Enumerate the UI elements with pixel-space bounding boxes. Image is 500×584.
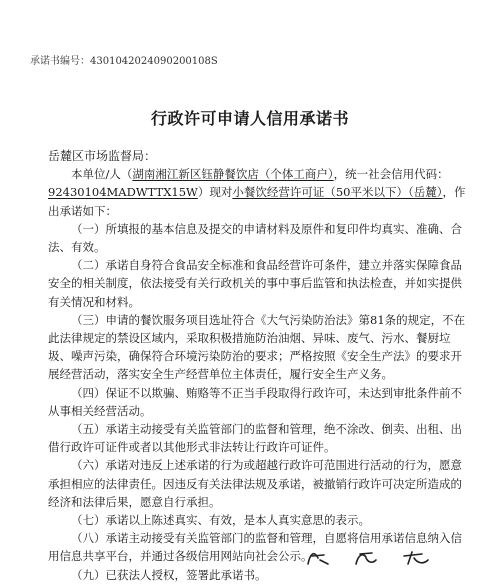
commitment-item-3: （三）申请的餐饮服务项目选址符合《大气污染防治法》第81条的规定，不在此法律规定的禁设区域内，采取积极措施防治油烟、异味、废气、污水、餐厨垃圾、噪声污染，确保符合环境污染防治的要求；严格按照《安全生产法》的要求开展经营活动，落实安全生产经营单位主体责任，履行安全生产义务。 bbox=[48, 312, 466, 382]
doc-number bbox=[30, 52, 218, 67]
handwritten-signature bbox=[300, 548, 450, 566]
doc-number-label: 承诺书编号： bbox=[30, 56, 90, 67]
doc-number-value: 4301042024090200108S bbox=[90, 56, 218, 67]
commitment-item-2: （二）承诺自身符合食品安全标准和食品经营许可条件，建立并落实保障食品安全的相关制度，依法接受有关行政机关的事中事后监管和执法检查，并如实提供有关情况和材料。 bbox=[48, 258, 462, 309]
intro-text-2: ，统一社会信用代码： bbox=[333, 167, 449, 182]
company-name: 湖南湘江新区钰静餐饮店（个体工商户） bbox=[132, 167, 334, 182]
license-type: 小餐饮经营许可证（50平米以下）（岳麓） bbox=[232, 185, 443, 200]
commitment-item-5: （五）承诺主动接受有关监管部门的监督和管理，绝不涂改、倒卖、出租、出借行政许可证件或者以其他形式非法转让行政许可证件。 bbox=[48, 422, 462, 455]
commitment-item-9: （九）已获法人授权，签署此承诺书。 bbox=[71, 567, 267, 582]
recipient: 岳麓区市场监督局： bbox=[48, 149, 157, 163]
intro-text-3: ）现对 bbox=[197, 185, 233, 200]
commitment-item-7: （七）承诺以上陈述真实、有效，是本人真实意思的表示。 bbox=[71, 513, 370, 528]
document-body bbox=[48, 147, 468, 584]
intro-paragraph bbox=[48, 165, 468, 220]
commitment-item-4: （四）保证不以欺骗、贿赂等不正当手段取得行政许可，未达到审批条件前不从事相关经营活动。 bbox=[48, 385, 462, 418]
page-title: 行政许可申请人信用承诺书 bbox=[150, 109, 349, 128]
commitment-item-8: （八）承诺主动接受有关监管部门的监督和管理，自愿将信用承诺信息纳入信用信息共享平台，并通过各级信用网站向社会公示。 bbox=[48, 531, 462, 564]
credit-code: 92430104MADWTTX15W bbox=[48, 185, 198, 200]
commitment-item-1: （一）所填报的基本信息及提交的申请材料及原件和复印件均真实、准确、合法、有效。 bbox=[48, 221, 462, 255]
intro-text-1: 本单位/人（ bbox=[71, 167, 133, 182]
commitment-item-6: （六）承诺对违反上述承诺的行为或超越行政许可范围进行活动的行为，愿意承担相应的法律责任。因违反有关法律法规及承诺，被撤销行政许可决定所造成的经济和法律后果，愿意自行承担。 bbox=[48, 458, 462, 509]
intro-text-4: ，作出承诺如下： bbox=[48, 185, 466, 218]
